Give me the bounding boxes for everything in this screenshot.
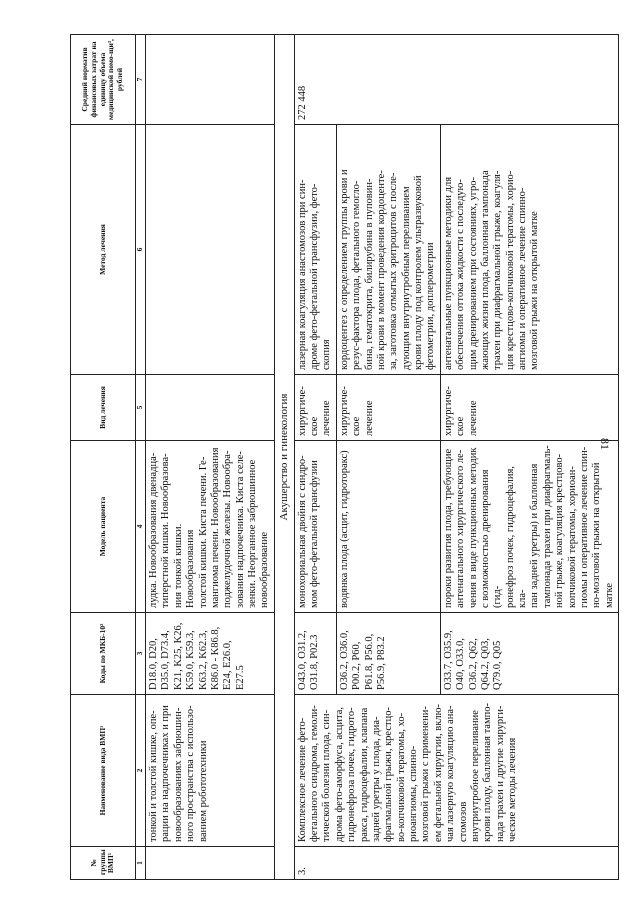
col-number: 5 [136,375,146,441]
cell-treatment-type: хирургиче- ское лечение [336,375,440,441]
page-number: 81 [598,438,612,450]
cell-treatment-method [146,125,275,375]
header-treatment-type: Вид лечения [71,375,136,441]
rotated-page [70,35,615,880]
cell-patient-model: пороки развития плода, требующие антенатального хирургического ле- чения в виде пункционных методик с возможностью дренирования (гид- ронефроз почек, гидроцефалия, кла- пан задней уретры) и баллонная тампонада трахеи при диафрагмаль- ной грыже, коагуляция крестцово- копчиковой тератомы, хориоан- гиомы и оперативное лечение спин- но-мозговой грыжи на открытой матке [440,441,618,613]
header-patient-model: Модель пациента [71,441,136,613]
cell-treatment-type: хирургиче- ское лечение [294,375,336,441]
header-row [71,35,136,880]
col-number: 1 [136,847,146,880]
cell-treatment-method: антенатальные пункционные методики для обеспечения оттока жидкости с последую- щим дренированием при состояниях, угро- жающих жизни плода, баллонная тампонада трахеи при диафрагмальной грыже, коагуля- ция крестцово-копчиковой тератомы, хорио- ангиомы и оперативное лечение спинно- мозговой грыжи на открытой матке [440,125,618,375]
cell-vmp-name: тонкой и толстой кишке, опе- рации на надпочечниках и при новообразованиях забрюшин- ного пространства с использо- ванием робототехники [146,695,275,847]
cell-vmp-name: Комплексное лечение фето- фетального синдрома, гемоли- тической болезни плода, син- дрома фето-аморфуса, асцита, гидронефроза почек, гидрото- ракса, гидроцефалии, клапана задней уретры у плода, диа- фрагмальной грыжи, крестцо- во-копчиковой тератомы, хо- риоангиомы, спинно- мозговой грыжи с применени- ем фетальной хирургии, вклю- чая лазерную коагуляцию ана- стомозов внутриутробное переливание крови плоду, баллонная тампо- нада трахеи и другие хирурги- ческие методы лечения [294,695,618,847]
cell-cost: 272 448 [294,35,618,125]
cell-patient-model: монохориальная двойня с синдро- мом фето-фетальной трансфузии [294,441,336,613]
cell-patient-model: лудка. Новообразования двенадца- типерстной кишки. Новообразова- ния тонкой кишки. Новообразования толстой кишки. Киста печени. Ге- мангиома печени. Новообразования поджелудочной железы. Новообра- зования надпочечника. Киста селе- зенки. Неорганное забрюшинное новообразование [146,441,275,613]
col-number: 4 [136,441,146,613]
section-row [274,35,294,880]
header-icd-codes: Коды по МКБ-10² [71,613,136,695]
col-number: 7 [136,35,146,125]
vmp-table [70,34,619,880]
column-number-row [136,35,146,880]
cell-group-number: 3. [294,847,618,880]
header-cost: Средний норматив финансовых затрат на единицу объема медицинской помо-щи³, рублей [71,35,136,125]
cell-treatment-type [146,375,275,441]
section-title: Акушерство и гинекология [274,35,294,880]
cell-cost [146,35,275,125]
header-treatment-method: Метод лечения [71,125,136,375]
header-vmp-name: Наименование вида ВМП¹ [71,695,136,847]
cell-group-number [146,847,275,880]
cell-treatment-method: кордоцентез с определением группы крови и резус-фактора плода, фетального гемогло- бина, гематокрита, билирубина в пуповин- ной крови в момент проведения кордоценте- за, заготовка отмытых эритроцитов с после- дующим внутриутробным переливанием крови плоду под контролем ультразвуковой фетометрии, доплерометрии [336,125,440,375]
cell-icd-codes: O43.0, O31.2, O31.8, P02.3 [294,613,336,695]
cell-icd-codes: D18.0, D20, D35.0, D73.4, K21, K25, K26, K59.0, K59.3, K63.2, K62.3, K86.0 - K86.8, E24, E26.0, E27.5 [146,613,275,695]
cell-icd-codes: O33.7, O35.9, O40, O33.0, O36.2, Q62, Q64.2, Q03, Q79.0, Q05 [440,613,618,695]
col-number: 3 [136,613,146,695]
cell-icd-codes: O36.2, O36.0, P00.2, P60, P61.8, P56.0, P56.9, P83.2 [336,613,440,695]
continuation-row [146,35,275,880]
cell-patient-model: водянка плода (асцит, гидроторакс) [336,441,440,613]
cell-treatment-type: хирургиче- ское лечение [440,375,618,441]
cell-treatment-method: лазерная коагуляция анастомозов при син- дроме фето-фетальной трансфузии, фето- скопия [294,125,336,375]
table-row [294,35,336,880]
header-group-number: № группы ВМП¹ [71,847,136,880]
col-number: 6 [136,125,146,375]
col-number: 2 [136,695,146,847]
